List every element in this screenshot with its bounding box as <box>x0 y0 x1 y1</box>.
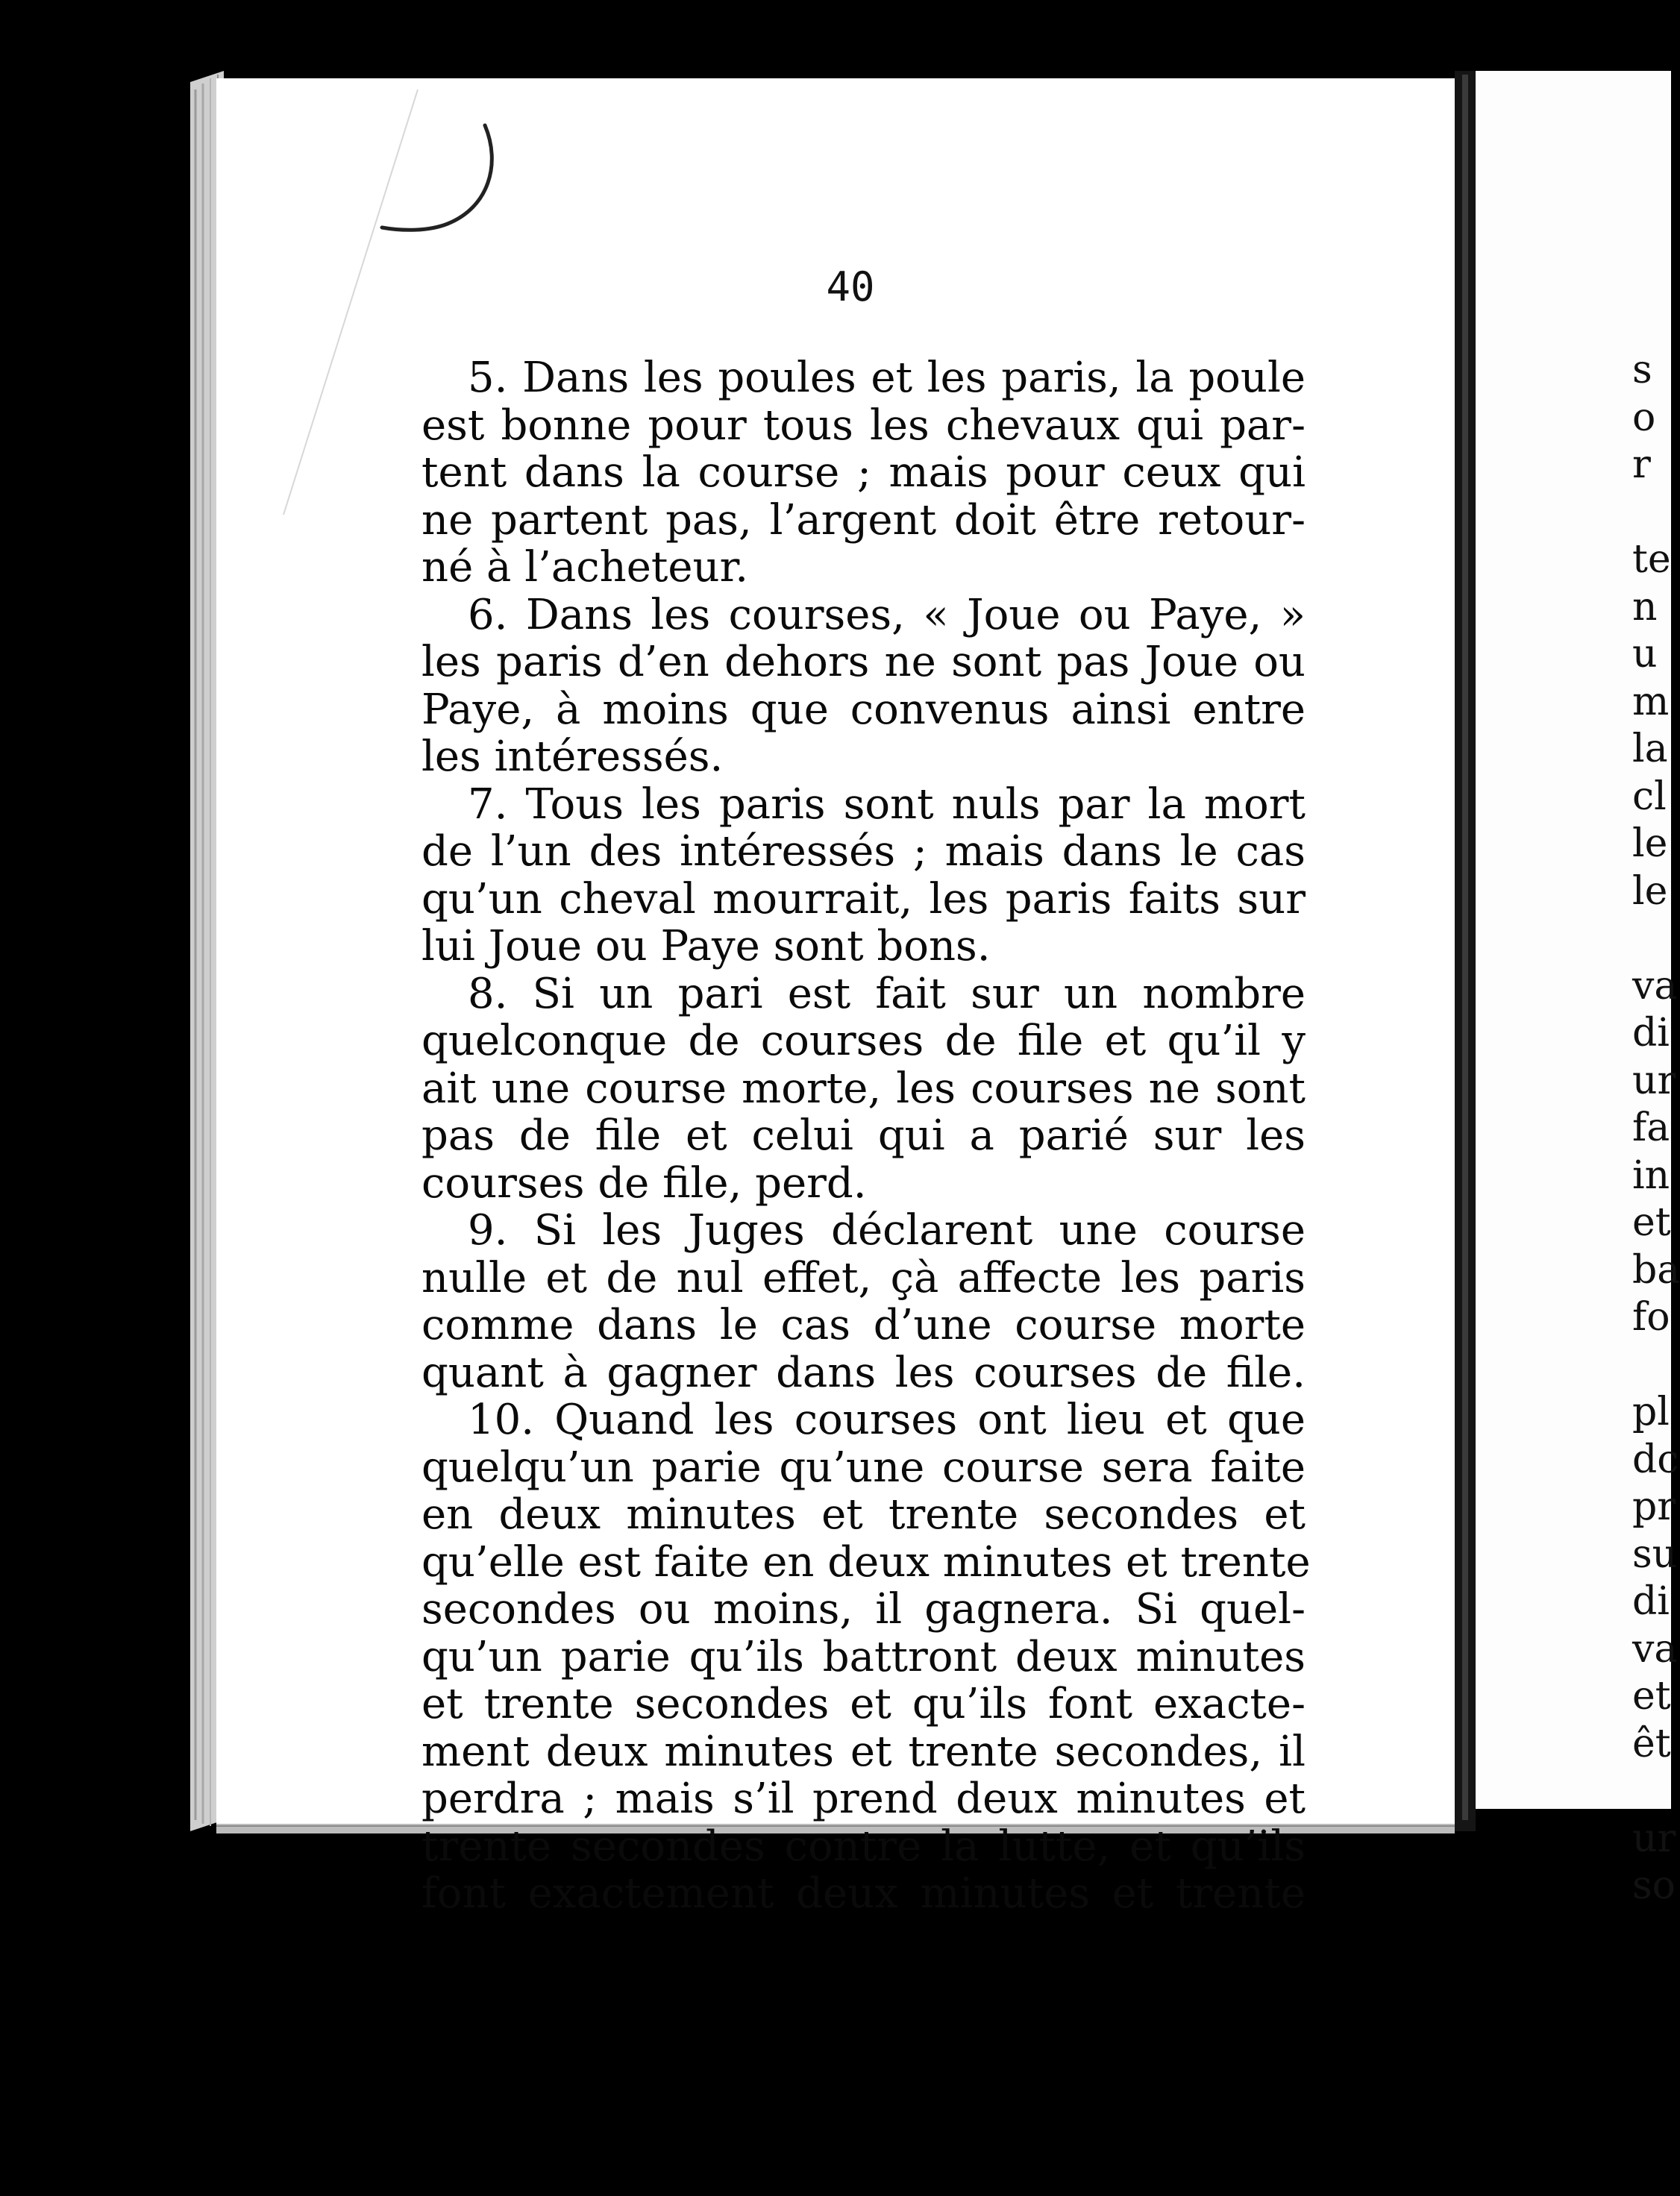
text-line: ne partent pas, l’argent doit être retour- <box>421 495 1306 545</box>
fragment: m <box>1632 679 1670 724</box>
text-line: comme dans le cas d’une course morte <box>421 1301 1306 1349</box>
text-line: les paris d’en dehors ne sont pas Joue ou <box>421 638 1306 686</box>
fragment: ur <box>1632 1058 1676 1103</box>
text-line: quelqu’un parie qu’une course sera faite <box>421 1443 1306 1492</box>
text-line: qu’un parie qu’ils battront deux minutes <box>421 1632 1306 1681</box>
text-line: est bonne pour tous les chevaux qui par- <box>421 401 1306 450</box>
text-line: 10. Quand les courses ont lieu et que <box>468 1396 1306 1444</box>
text-line: font exactement deux minutes et trente <box>421 1869 1306 1918</box>
fragment <box>1632 489 1671 537</box>
fragment: pr <box>1632 1484 1676 1529</box>
fragment: pl <box>1632 1390 1670 1434</box>
fragment: le <box>1632 821 1668 866</box>
text-line: perdra ; mais s’il prend deux minutes et <box>421 1775 1306 1823</box>
text-line: lui Joue ou Paye sont bons. <box>421 922 991 970</box>
fragment: fo <box>1632 1295 1670 1340</box>
text-line: quelconque de courses de file et qu’il y <box>421 1017 1306 1065</box>
fragment: n <box>1632 584 1658 630</box>
fragment: in <box>1632 1152 1670 1198</box>
text-line: de l’un des intéressés ; mais dans le cas <box>421 827 1306 876</box>
fragment: te <box>1632 537 1671 582</box>
fragment: s <box>1632 348 1652 392</box>
text-line: tent dans la course ; mais pour ceux qui <box>421 448 1306 497</box>
text-line: pas de file et celui qui a parié sur les <box>421 1111 1306 1160</box>
text-line: qu’un cheval mourrait, les paris faits sur <box>421 874 1306 923</box>
fragment: la <box>1632 727 1668 771</box>
text-line: ment deux minutes et trente secondes, il <box>421 1727 1306 1776</box>
fragment: di <box>1632 1579 1670 1624</box>
fragment: dc <box>1632 1437 1679 1482</box>
fragment: cl <box>1632 774 1667 819</box>
fragment: so <box>1632 1863 1676 1908</box>
fragment: fa <box>1632 1105 1670 1150</box>
text-line: 7. Tous les paris sont nuls par la mort <box>468 779 1306 829</box>
fragment: va <box>1632 963 1678 1008</box>
fragment: et <box>1632 1674 1671 1719</box>
page-number: 40 <box>826 263 875 310</box>
fragment: o <box>1632 395 1656 440</box>
facing-page-text <box>1632 347 1680 1910</box>
text-line: ait une course morte, les courses ne sont <box>421 1064 1306 1113</box>
text-line: Paye, à moins que convenus ainsi entre <box>421 685 1306 734</box>
text-line: courses de file, perd. <box>421 1158 867 1208</box>
fragment: ba <box>1632 1247 1680 1293</box>
fragment: et <box>1632 1200 1671 1245</box>
text-line: en deux minutes et trente secondes et <box>421 1490 1306 1539</box>
fragment: le <box>1632 868 1668 914</box>
gutter-shadow <box>1462 75 1468 1820</box>
text-line: 8. Si un pari est fait sur un nombre <box>468 969 1306 1018</box>
text-line: trente secondes contre la lutte, et qu’ils <box>421 1822 1306 1871</box>
fragment <box>1632 915 1671 963</box>
text-line: et trente secondes et qu’ils font exacte- <box>421 1680 1306 1728</box>
text-line: 9. Si les Juges déclarent une course <box>468 1206 1306 1255</box>
text-line: nulle et de nul effet, çà affecte les paris <box>421 1253 1306 1302</box>
text-line: secondes ou moins, il gagnera. Si quel- <box>421 1585 1306 1634</box>
fragment: r <box>1632 442 1651 487</box>
text-line: 6. Dans les courses, « Joue ou Paye, » <box>468 590 1306 639</box>
fragment: ur <box>1632 1816 1676 1861</box>
text-line: 5. Dans les poules et les paris, la poule <box>468 354 1306 402</box>
fragment <box>1632 1342 1671 1390</box>
fragment: va <box>1632 1626 1678 1672</box>
fragment: u <box>1632 632 1658 677</box>
fragment: di <box>1632 1011 1670 1055</box>
text-line: quant à gagner dans les courses de file. <box>421 1348 1306 1397</box>
fragment: êt <box>1632 1721 1671 1766</box>
text-line: né à l’acheteur. <box>421 543 748 592</box>
fragment: su <box>1632 1531 1678 1577</box>
fragment <box>1632 1768 1671 1816</box>
body-text <box>421 354 1311 1918</box>
text-line: les intéressés. <box>421 732 724 781</box>
text-line: qu’elle est faite en deux minutes et trente <box>421 1537 1311 1587</box>
